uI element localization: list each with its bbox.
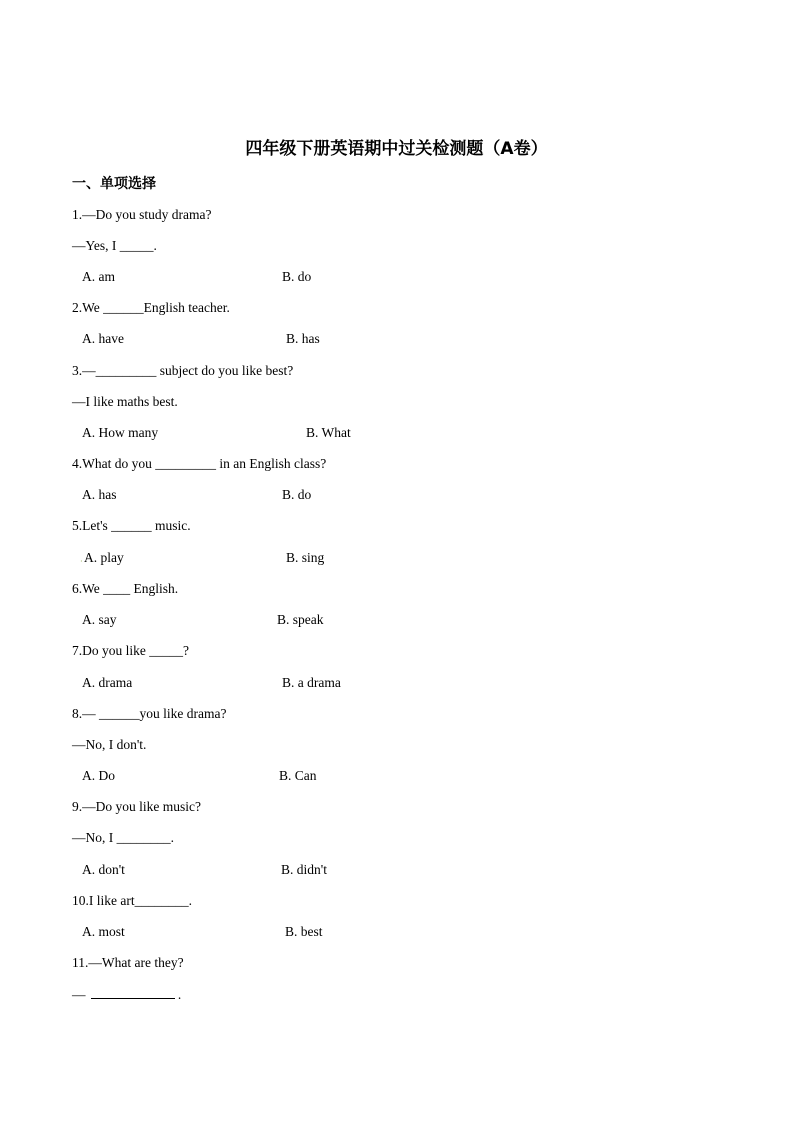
question-3-option-a: A. How many [82, 425, 159, 440]
question-4-option-b: B. do [282, 487, 312, 502]
question-3-answer-line: —I like maths best. [72, 394, 178, 409]
page-title: 四年级下册英语期中过关检测题（A卷） [245, 139, 548, 159]
question-9: 9.—Do you like music? [72, 799, 201, 814]
question-11: 11.—What are they? [72, 955, 184, 970]
question-5-option-a: A. play [84, 550, 124, 565]
question-9-option-b: B. didn't [281, 862, 327, 877]
question-9-answer-line: —No, I ________. [72, 830, 174, 845]
question-5: 5.Let's ______ music. [72, 518, 191, 533]
question-10-option-b: B. best [285, 924, 323, 939]
question-7-option-a: A. drama [82, 675, 133, 690]
question-10-option-a: A. most [82, 924, 125, 939]
question-1-option-a: A. am [82, 269, 115, 284]
scan-mark: · [80, 557, 83, 566]
question-6-option-a: A. say [82, 612, 117, 627]
question-1: 1.—Do you study drama? [72, 207, 212, 222]
question-5-option-b: B. sing [286, 550, 325, 565]
question-3-option-b: B. What [306, 425, 351, 440]
question-2-option-b: B. has [286, 331, 320, 346]
question-1-answer-line: —Yes, I _____. [72, 238, 157, 253]
question-3: 3.—_________ subject do you like best? [72, 363, 294, 378]
question-6: 6.We ____ English. [72, 581, 179, 596]
question-10: 10.I like art________. [72, 893, 192, 908]
question-8-answer-line: —No, I don't. [72, 737, 147, 752]
question-1-option-b: B. do [282, 269, 312, 284]
question-2-option-a: A. have [82, 331, 124, 346]
section-heading: 一、单项选择 [72, 176, 156, 192]
question-4-option-a: A. has [82, 487, 117, 502]
question-2: 2.We ______English teacher. [72, 300, 230, 315]
question-7-option-b: B. a drama [282, 675, 341, 690]
answer-dash: — [72, 987, 86, 1002]
question-8: 8.— ______you like drama? [72, 706, 227, 721]
question-4: 4.What do you _________ in an English class? [72, 456, 327, 471]
answer-blank [91, 986, 175, 999]
question-11-answer-line [72, 986, 181, 1003]
question-9-option-a: A. don't [82, 862, 125, 877]
question-8-option-a: A. Do [82, 768, 115, 783]
question-7: 7.Do you like _____? [72, 643, 189, 658]
question-6-option-b: B. speak [277, 612, 324, 627]
question-8-option-b: B. Can [279, 768, 317, 783]
answer-period: . [174, 987, 182, 1002]
